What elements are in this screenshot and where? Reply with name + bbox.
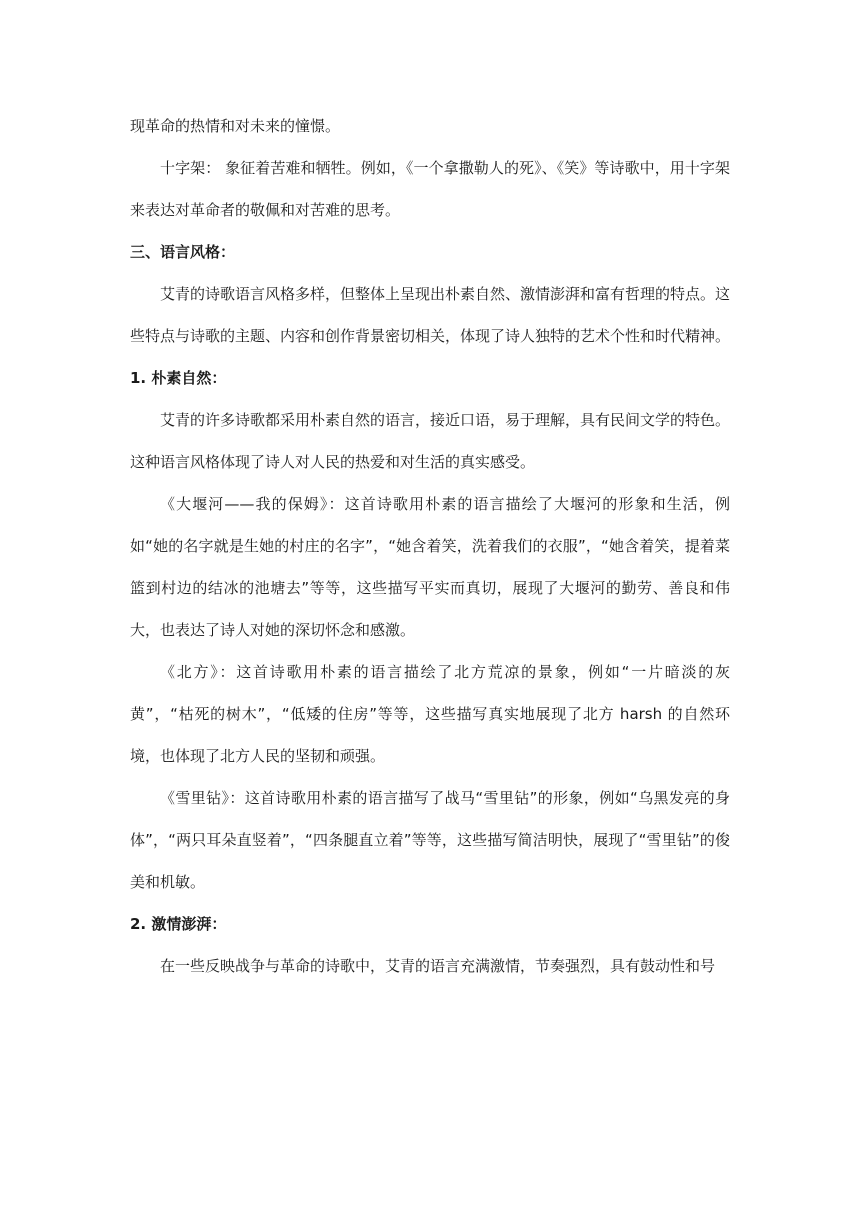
section-heading: 2. 激情澎湃： bbox=[130, 915, 227, 933]
section-heading: 三、语言风格： bbox=[130, 243, 236, 261]
document-body bbox=[130, 105, 730, 987]
paragraph: 艾青的诗歌语言风格多样，但整体上呈现出朴素自然、激情澎湃和富有哲理的特点。这些特点与诗歌的主题、内容和创作背景密切相关，体现了诗人独特的艺术个性和时代精神。 bbox=[130, 285, 731, 345]
paragraph: 在一些反映战争与革命的诗歌中，艾青的语言充满激情，节奏强烈，具有鼓动性和号 bbox=[160, 957, 716, 975]
paragraph: 《雪里钻》：这首诗歌用朴素的语言描写了战马“雪里钻”的形象，例如“乌黑发亮的身体”，“两只耳朵直竖着”，“四条腿直立着”等等，这些描写简洁明快，展现了“雪里钻”的俊美和机敏。 bbox=[130, 789, 730, 891]
section-heading: 1. 朴素自然： bbox=[130, 369, 227, 387]
paragraph: 《大堰河——我的保姆》：这首诗歌用朴素的语言描绘了大堰河的形象和生活，例如“她的名字就是生她的村庄的名字”，“她含着笑，洗着我们的衣服”，“她含着笑，提着菜篮到村边的结冰的池塘去”等等，这些描写平实而真切，展现了大堰河的勤劳、善良和伟大，也表达了诗人对她的深切怀念和感激。 bbox=[130, 495, 730, 639]
paragraph: 现革命的热情和对未来的憧憬。 bbox=[130, 117, 341, 135]
paragraph: 《北方》：这首诗歌用朴素的语言描绘了北方荒凉的景象，例如“一片暗淡的灰黄”，“枯死的树木”，“低矮的住房”等等，这些描写真实地展现了北方 harsh 的自然环境，也体现了北方人民的坚韧和顽强。 bbox=[130, 663, 730, 765]
paragraph: 艾青的许多诗歌都采用朴素自然的语言，接近口语，易于理解，具有民间文学的特色。这种语言风格体现了诗人对人民的热爱和对生活的真实感受。 bbox=[130, 411, 731, 471]
paragraph: 十字架： 象征着苦难和牺牲。例如，《一个拿撒勒人的死》、《笑》等诗歌中，用十字架来表达对革命者的敬佩和对苦难的思考。 bbox=[130, 159, 730, 219]
